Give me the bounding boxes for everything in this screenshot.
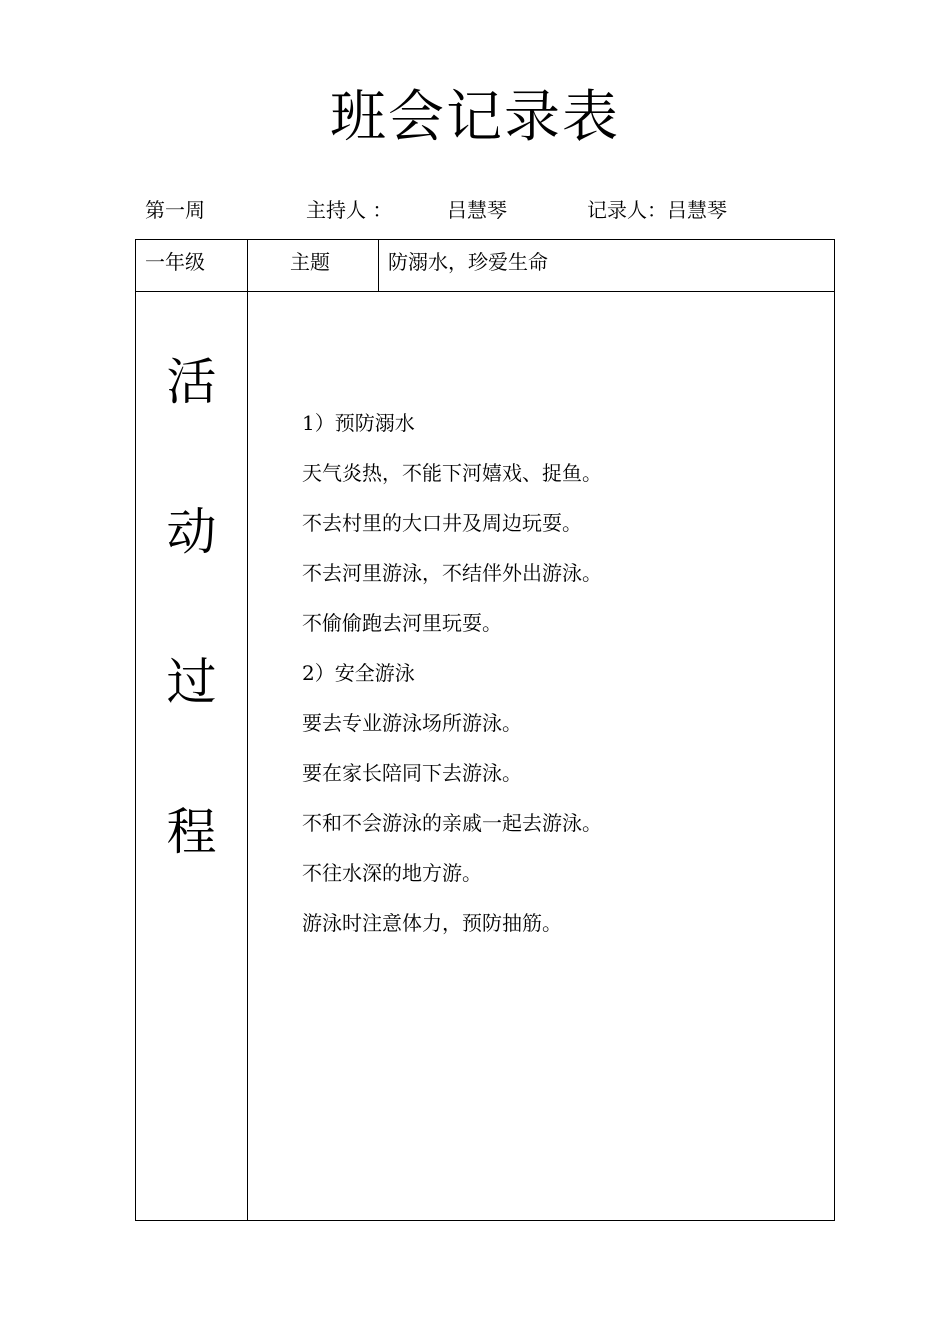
record-table [135, 239, 835, 1221]
heading-char: 程 [166, 803, 217, 861]
recorder-label: 记录人：吕慧琴 [587, 198, 727, 222]
page-title: 班会记录表 [330, 85, 620, 150]
topic-label-cell: 主题 [290, 250, 330, 274]
activity-process-heading [136, 353, 247, 957]
heading-char: 过 [166, 653, 217, 711]
host-name: 吕慧琴 [447, 198, 507, 222]
heading-char: 动 [166, 503, 217, 561]
grade-cell: 一年级 [145, 250, 205, 274]
header-row-divider [136, 291, 834, 292]
content-line: 2）安全游泳 [302, 661, 415, 685]
content-line: 游泳时注意体力，预防抽筋。 [302, 911, 562, 935]
content-line: 不和不会游泳的亲戚一起去游泳。 [302, 811, 602, 835]
activity-content [302, 398, 602, 948]
week-label: 第一周 [145, 198, 205, 222]
content-line: 1）预防溺水 [302, 411, 415, 435]
heading-char: 活 [166, 353, 217, 411]
left-column-divider [247, 240, 248, 1220]
topic-value-cell: 防溺水，珍爱生命 [388, 250, 548, 274]
host-label: 主持人 ： [306, 198, 393, 222]
content-line: 要在家长陪同下去游泳。 [302, 761, 522, 785]
content-line: 不往水深的地方游。 [302, 861, 482, 885]
content-line: 不去村里的大口井及周边玩耍。 [302, 511, 582, 535]
content-line: 不偷偷跑去河里玩耍。 [302, 611, 502, 635]
content-line: 天气炎热，不能下河嬉戏、捉鱼。 [302, 461, 602, 485]
topic-column-divider [378, 240, 379, 291]
content-line: 要去专业游泳场所游泳。 [302, 711, 522, 735]
content-line: 不去河里游泳，不结伴外出游泳。 [302, 561, 602, 585]
